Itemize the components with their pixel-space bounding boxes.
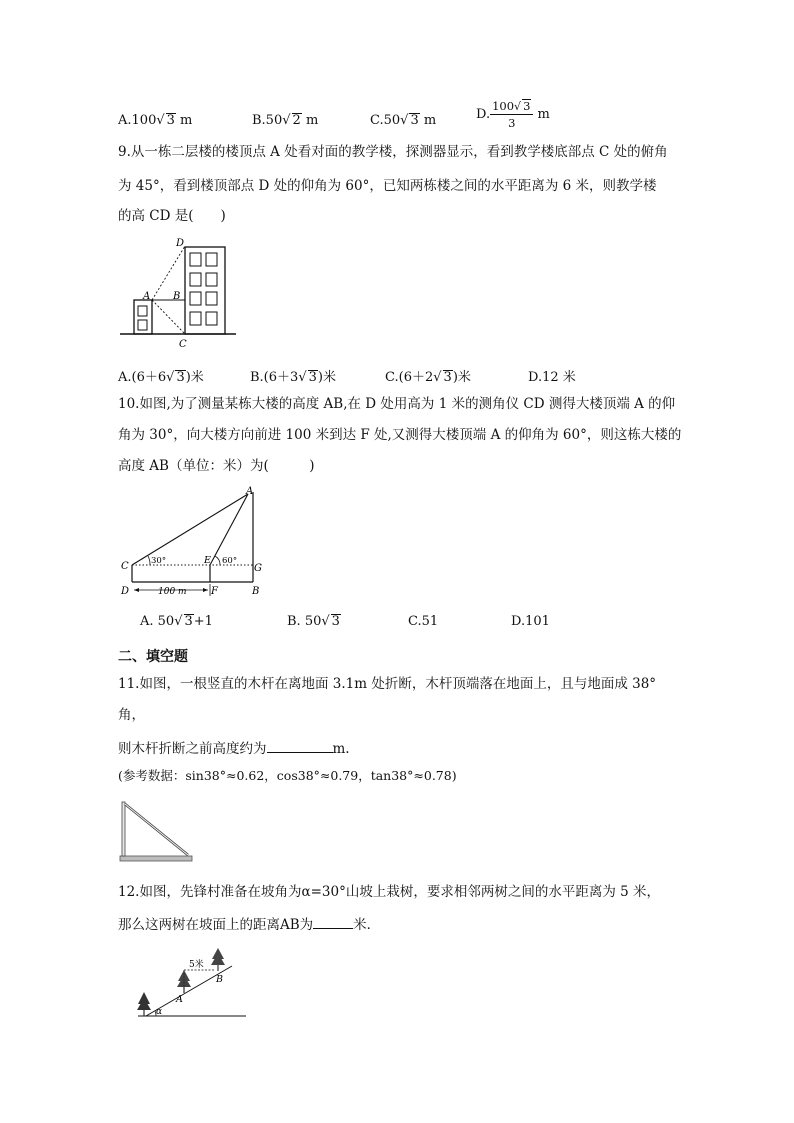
q12-line-1: 12.如图，先锋村准备在坡角为α=30°山坡上栽树，要求相邻两树之间的水平距离为 5 米， <box>118 884 660 900</box>
q12-figure <box>132 946 250 1022</box>
q8-option-a: A.100√ 3 m <box>118 113 193 128</box>
q10-label-e: E <box>204 555 211 566</box>
q9-option-a: A.(6＋6√ 3)米 <box>118 370 204 385</box>
q9-option-c: C.(6＋2√ 3)米 <box>385 370 471 385</box>
q10-distance: 100 m <box>158 587 187 597</box>
q12-label-b: B <box>216 974 223 985</box>
tree-icon <box>211 948 225 971</box>
q10-figure <box>118 484 268 602</box>
q10-option-a: A. 50√ 3+1 <box>140 614 213 629</box>
q9-label-c: C <box>179 339 187 348</box>
q12-line-2: 那么这两树在坡面上的距离AB为 米． <box>118 917 381 933</box>
q11-line-1: 11.如图，一根竖直的木杆在离地面 3.1m 处折断，木杆顶端落在地面上，且与地面成 38° <box>118 676 657 692</box>
q11-line-3: 则木杆折断之前高度约为 m. <box>118 741 350 757</box>
q9-line-1: 9.从一栋二层楼的楼顶点 A 处看对面的教学楼，探测器显示，看到教学楼底部点 C 处的俯角 <box>118 144 668 160</box>
q8-option-b: B.50√ 2 m <box>252 113 319 128</box>
q11-figure <box>118 800 198 864</box>
q10-angle-60: 60° <box>222 556 238 566</box>
q10-label-c: C <box>121 561 129 572</box>
q12-distance: 5米 <box>189 960 204 970</box>
q9-option-d: D.12 米 <box>528 370 576 385</box>
q9-option-b: B.(6＋3√ 3)米 <box>250 370 336 385</box>
tree-icon <box>137 992 151 1016</box>
q11-line-2: 角， <box>118 707 145 723</box>
q9-figure <box>118 236 238 348</box>
q12-label-alpha: α <box>156 1007 163 1017</box>
q10-angle-30: 30° <box>151 556 167 566</box>
q12-answer-blank[interactable] <box>313 916 353 929</box>
q8-option-c: C.50√ 3 m <box>370 113 437 128</box>
q11-reference-data: (参考数据：sin38°≈0.62，cos38°≈0.79，tan38°≈0.78) <box>118 768 457 783</box>
q10-option-c: C.51 <box>408 614 439 629</box>
q10-label-b: B <box>252 586 260 597</box>
q9-label-d: D <box>176 238 185 249</box>
q10-label-g: G <box>254 563 262 574</box>
q9-line-3: 的高 CD 是( ) <box>118 208 226 224</box>
q10-option-b: B. 50√ 3 <box>287 614 340 629</box>
q11-answer-blank[interactable] <box>267 740 333 753</box>
q12-label-a: A <box>176 994 183 1005</box>
q10-option-d: D.101 <box>511 614 550 629</box>
q9-label-b: B <box>173 291 181 302</box>
q9-line-2: 为 45°，看到楼顶部点 D 处的仰角为 60°，已知两栋楼之间的水平距离为 6 米，则教学楼 <box>118 178 657 194</box>
q10-line-3: 高度 AB（单位：米）为( ) <box>118 458 315 474</box>
q9-label-a: A <box>143 291 151 302</box>
section-title-fill-in: 二、填空题 <box>118 649 188 665</box>
q10-line-1: 10.如图,为了测量某栋大楼的高度 AB,在 D 处用高为 1 米的测角仪 CD 测得大楼顶端 A 的仰 <box>118 396 676 412</box>
q10-label-a: A <box>246 486 254 497</box>
q8-option-d: D. $\frac{100√ 3}{3}$ m <box>476 99 550 130</box>
q10-line-2: 角为 30°，向大楼方向前进 100 米到达 F 处,又测得大楼顶端 A 的仰角为 60°，则这栋大楼的 <box>118 427 682 443</box>
q10-label-d: D <box>121 586 130 597</box>
q10-label-f: F <box>211 586 218 597</box>
